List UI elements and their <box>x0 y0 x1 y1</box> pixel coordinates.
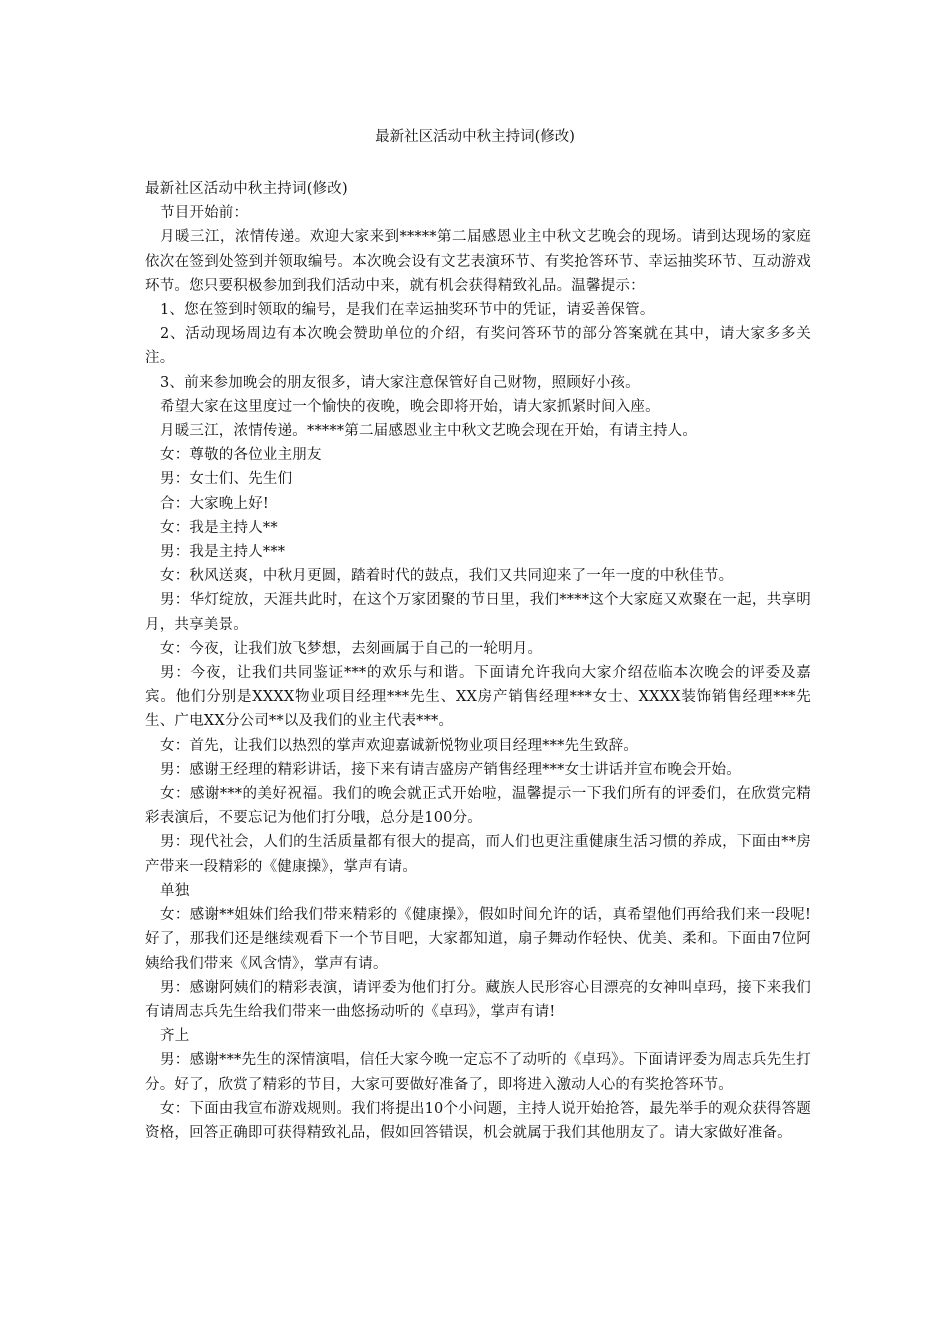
paragraph: 男：感谢阿姨们的精彩表演，请评委为他们打分。藏族人民形容心目漂亮的女神叫卓玛，接下来我们有请周志兵先生给我们带来一曲悠扬动听的《卓玛》，掌声有请! <box>145 979 811 1020</box>
paragraph: 男：女士们、先生们 <box>160 471 293 488</box>
paragraph: 单独 <box>160 882 190 899</box>
paragraph: 1、您在签到时领取的编号，是我们在幸运抽奖环节中的凭证，请妥善保管。 <box>160 302 655 319</box>
paragraph: 2、活动现场周边有本次晚会赞助单位的介绍，有奖问答环节的部分答案就在其中，请大家多多关注。 <box>145 326 811 367</box>
document-title: 最新社区活动中秋主持词(修改) <box>375 129 575 145</box>
document-subtitle: 最新社区活动中秋主持词(修改) <box>145 181 348 197</box>
paragraph: 女：尊敬的各位业主朋友 <box>160 447 322 464</box>
paragraph: 月暖三江，浓情传递。*****第二届感恩业主中秋文艺晚会现在开始，有请主持人。 <box>160 423 698 440</box>
paragraph: 男：我是主持人*** <box>160 544 286 561</box>
paragraph: 女：感谢***的美好祝福。我们的晚会就正式开始啦，温馨提示一下我们所有的评委们，在欣赏完精彩表演后，不要忘记为他们打分哦，总分是100分。 <box>145 786 811 827</box>
paragraph: 男：今夜，让我们共同鉴证***的欢乐与和谐。下面请允许我向大家介绍莅临本次晚会的评委及嘉宾。他们分别是XXXX物业项目经理***先生、XX房产销售经理***女士、XXXX装饰销售经理***先生、广电XX分公司**以及我们的业主代表***。 <box>145 665 811 730</box>
paragraph: 女：感谢**姐妹们给我们带来精彩的《健康操》，假如时间允许的话，真希望他们再给我们来一段呢!好了，那我们还是继续观看下一个节目吧，大家都知道，扇子舞动作轻快、优美、柔和。下面由7位阿姨给我们带来《风含情》，掌声有请。 <box>145 907 811 972</box>
paragraph: 男：感谢***先生的深情演唱，信任大家今晚一定忘不了动听的《卓玛》。下面请评委为周志兵先生打分。好了，欣赏了精彩的节目，大家可要做好准备了，即将进入激动人心的有奖抢答环节。 <box>145 1052 811 1093</box>
paragraph: 3、前来参加晚会的朋友很多，请大家注意保管好自己财物，照顾好小孩。 <box>160 374 640 391</box>
paragraph: 合：大家晚上好! <box>160 495 269 512</box>
document-body <box>145 177 811 1145</box>
paragraph: 月暖三江，浓情传递。欢迎大家来到*****第二届感恩业主中秋文艺晚会的现场。请到达现场的家庭依次在签到处签到并领取编号。本次晚会设有文艺表演环节、有奖抢答环节、幸运抽奖环节、互动游戏环节。您只要积极参加到我们活动中来，就有机会获得精致礼品。温馨提示： <box>145 229 811 294</box>
paragraph: 男：感谢王经理的精彩讲话，接下来有请吉盛房产销售经理***女士讲话并宣布晚会开始。 <box>160 761 741 778</box>
paragraph: 节目开始前： <box>160 205 249 222</box>
paragraph: 女：首先，让我们以热烈的掌声欢迎嘉诚新悦物业项目经理***先生致辞。 <box>160 737 639 754</box>
paragraph: 男：现代社会，人们的生活质量都有很大的提高，而人们也更注重健康生活习惯的养成，下面由**房产带来一段精彩的《健康操》，掌声有请。 <box>145 834 811 875</box>
paragraph: 女：今夜，让我们放飞梦想，去刻画属于自己的一轮明月。 <box>160 640 543 657</box>
paragraph: 女：我是主持人** <box>160 519 278 536</box>
paragraph: 男：华灯绽放，天涯共此时，在这个万家团聚的节日里，我们****这个大家庭又欢聚在一起，共享明月，共享美景。 <box>145 592 811 633</box>
paragraph: 女：秋风送爽，中秋月更圆，踏着时代的鼓点，我们又共同迎来了一年一度的中秋佳节。 <box>160 568 734 585</box>
paragraph: 女：下面由我宣布游戏规则。我们将提出10个小问题，主持人说开始抢答，最先举手的观众获得答题资格，回答正确即可获得精致礼品，假如回答错误，机会就属于我们其他朋友了。请大家做好准备。 <box>145 1100 811 1141</box>
paragraph: 希望大家在这里度过一个愉快的夜晚，晚会即将开始，请大家抓紧时间入座。 <box>160 398 660 415</box>
paragraph: 齐上 <box>160 1028 190 1045</box>
